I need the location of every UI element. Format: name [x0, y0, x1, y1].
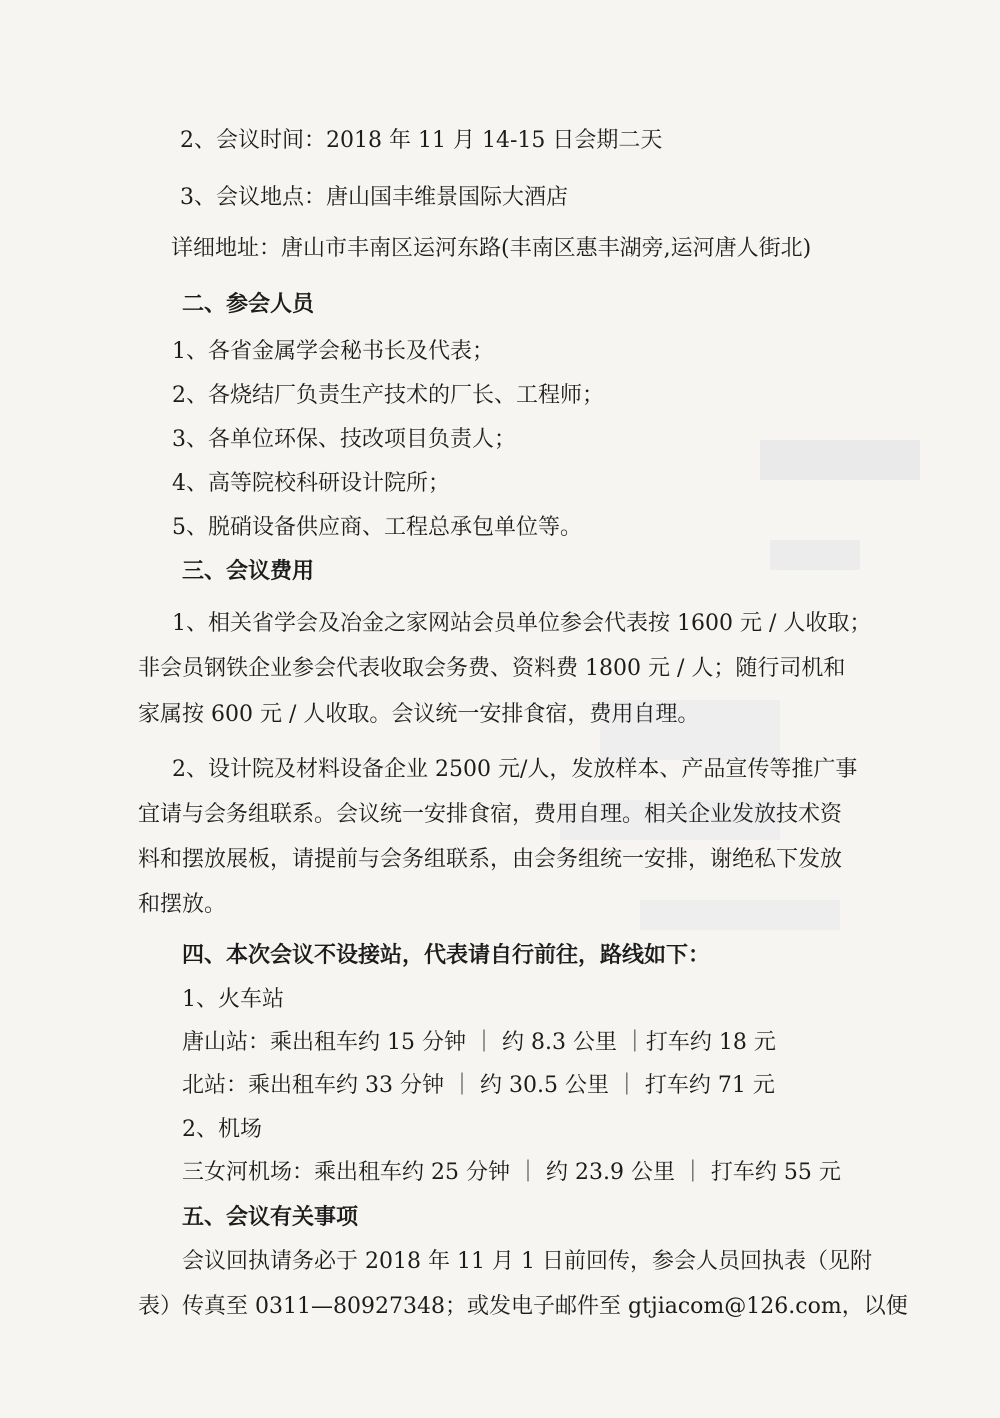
fees-para2-line: 2、设计院及材料设备企业 2500 元/人，发放样本、产品宣传等推广事 — [172, 757, 858, 782]
attendee-item: 1、各省金属学会秘书长及代表； — [172, 339, 494, 364]
attendee-item: 2、各烧结厂负责生产技术的厂长、工程师； — [172, 383, 604, 408]
heading-transport: 四、本次会议不设接站，代表请自行前往，路线如下： — [182, 943, 711, 968]
transport-sanhe-airport: 三女河机场：乘出租车约 25 分钟 ｜ 约 23.9 公里 ｜ 打车约 55 元 — [182, 1160, 841, 1185]
fees-para2-line: 宜请与会务组联系。会议统一安排食宿，费用自理。相关企业发放技术资 — [138, 802, 843, 827]
matters-line: 表）传真至 0311—80927348；或发电子邮件至 gtjiacom@126.com，以便 — [138, 1294, 908, 1319]
heading-fees: 三、会议费用 — [182, 559, 315, 584]
fees-para2-line: 料和摆放展板，请提前与会务组联系，由会务组统一安排，谢绝私下发放 — [138, 847, 843, 872]
transport-airport-title: 2、机场 — [182, 1117, 262, 1142]
transport-tangshan-station: 唐山站：乘出租车约 15 分钟 ｜ 约 8.3 公里 ｜打车约 18 元 — [182, 1030, 776, 1055]
attendee-item: 4、高等院校科研设计院所； — [172, 471, 450, 496]
attendee-item: 5、脱硝设备供应商、工程总承包单位等。 — [172, 515, 582, 540]
fees-para1-line: 1、相关省学会及冶金之家网站会员单位参会代表按 1600 元 / 人收取； — [172, 611, 872, 636]
transport-train-title: 1、火车站 — [182, 987, 284, 1012]
fees-para2-line: 和摆放。 — [138, 892, 227, 917]
matters-line: 会议回执请务必于 2018 年 11 月 1 日前回传，参会人员回执表（见附 — [182, 1249, 872, 1274]
fees-para1-line: 非会员钢铁企业参会代表收取会务费、资料费 1800 元 / 人；随行司机和 — [138, 656, 846, 681]
meeting-venue: 3、会议地点：唐山国丰维景国际大酒店 — [180, 185, 568, 210]
transport-north-station: 北站：乘出租车约 33 分钟 ｜ 约 30.5 公里 ｜ 打车约 71 元 — [182, 1073, 775, 1098]
attendee-item: 3、各单位环保、技改项目负责人； — [172, 427, 516, 452]
meeting-address: 详细地址：唐山市丰南区运河东路(丰南区惠丰湖旁,运河唐人街北) — [171, 236, 812, 261]
meeting-time: 2、会议时间：2018 年 11 月 14-15 日会期二天 — [180, 128, 663, 153]
heading-matters: 五、会议有关事项 — [182, 1205, 359, 1230]
fees-para1-line: 家属按 600 元 / 人收取。会议统一安排食宿，费用自理。 — [138, 702, 700, 727]
heading-attendees: 二、参会人员 — [182, 292, 315, 317]
